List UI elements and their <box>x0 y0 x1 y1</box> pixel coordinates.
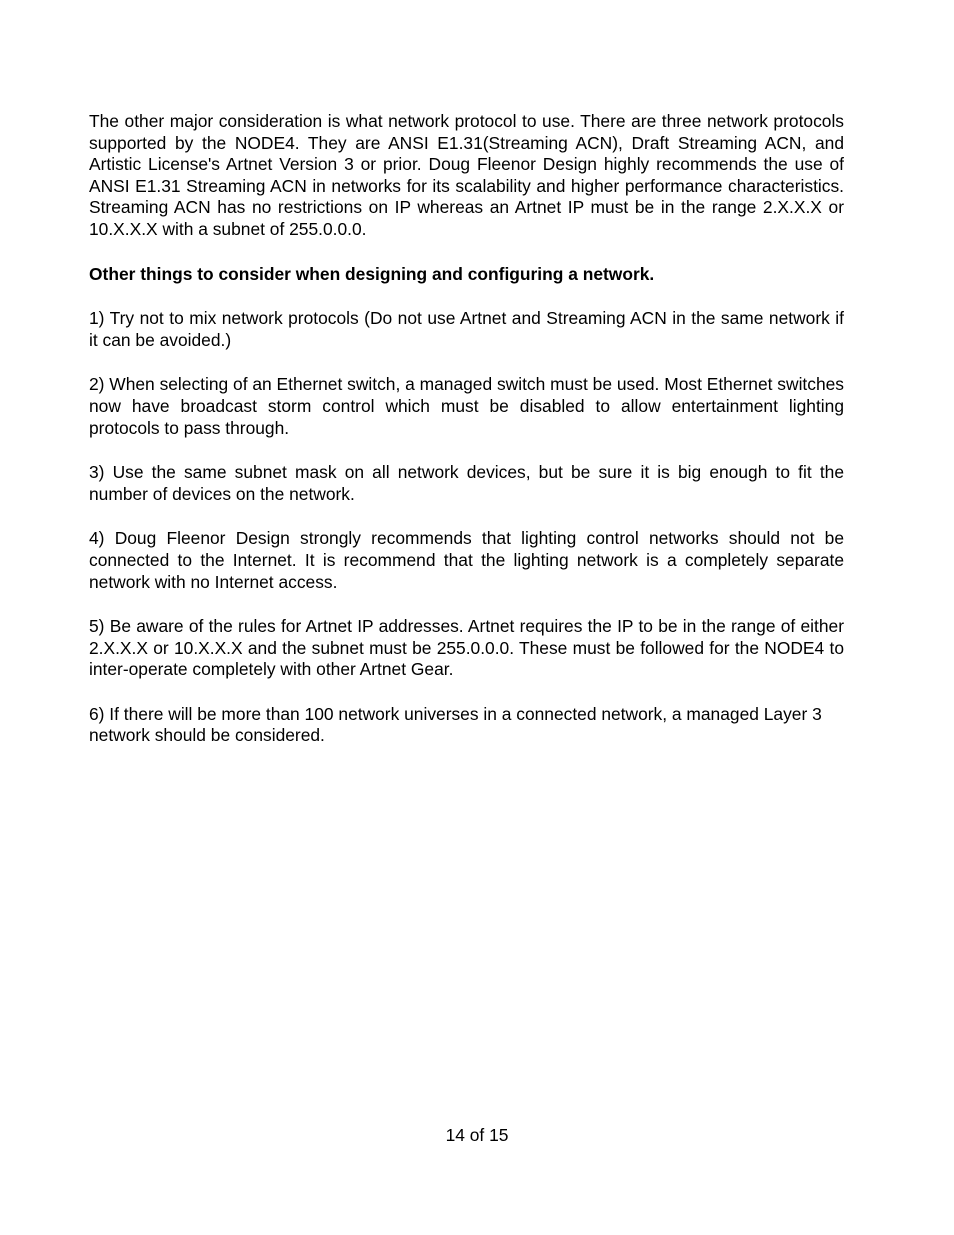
list-item: 4) Doug Fleenor Design strongly recommends that lighting control networks should not be connected to the Internet. It is recommend that the lighting network is a completely separate network with no Internet access. <box>89 528 844 592</box>
section-heading: Other things to consider when designing and configuring a network. <box>89 263 655 284</box>
list-item: 1) Try not to mix network protocols (Do not use Artnet and Streaming ACN in the same network if it can be avoided.) <box>89 308 844 350</box>
list-item: 6) If there will be more than 100 network universes in a connected network, a managed Layer 3 network should be considered. <box>89 703 822 746</box>
list-item: 2) When selecting of an Ethernet switch, a managed switch must be used. Most Ethernet switches now have broadcast storm control which must be disabled to allow entertainment lighting protocols to pass through. <box>89 374 844 438</box>
page-number: 14 of 15 <box>445 1125 509 1145</box>
list-item: 5) Be aware of the rules for Artnet IP addresses. Artnet requires the IP to be in the range of either 2.X.X.X or 10.X.X.X and the subnet must be 255.0.0.0. These must be followed for the NODE4 to inter-operate completely with other Artnet Gear. <box>89 616 844 680</box>
document-body <box>89 111 844 770</box>
intro-paragraph: The other major consideration is what network protocol to use. There are three network protocols supported by the NODE4. They are ANSI E1.31(Streaming ACN), Draft Streaming ACN, and Artistic License's Artnet Version 3 or prior. Doug Fleenor Design highly recommends the use of ANSI E1.31 Streaming ACN in networks for its scalability and higher performance characteristics. Streaming ACN has no restrictions on IP whereas an Artnet IP must be in the range 2.X.X.X or 10.X.X.X with a subnet of 255.0.0.0. <box>89 111 844 239</box>
list-item: 3) Use the same subnet mask on all network devices, but be sure it is big enough to fit the number of devices on the network. <box>89 462 844 504</box>
